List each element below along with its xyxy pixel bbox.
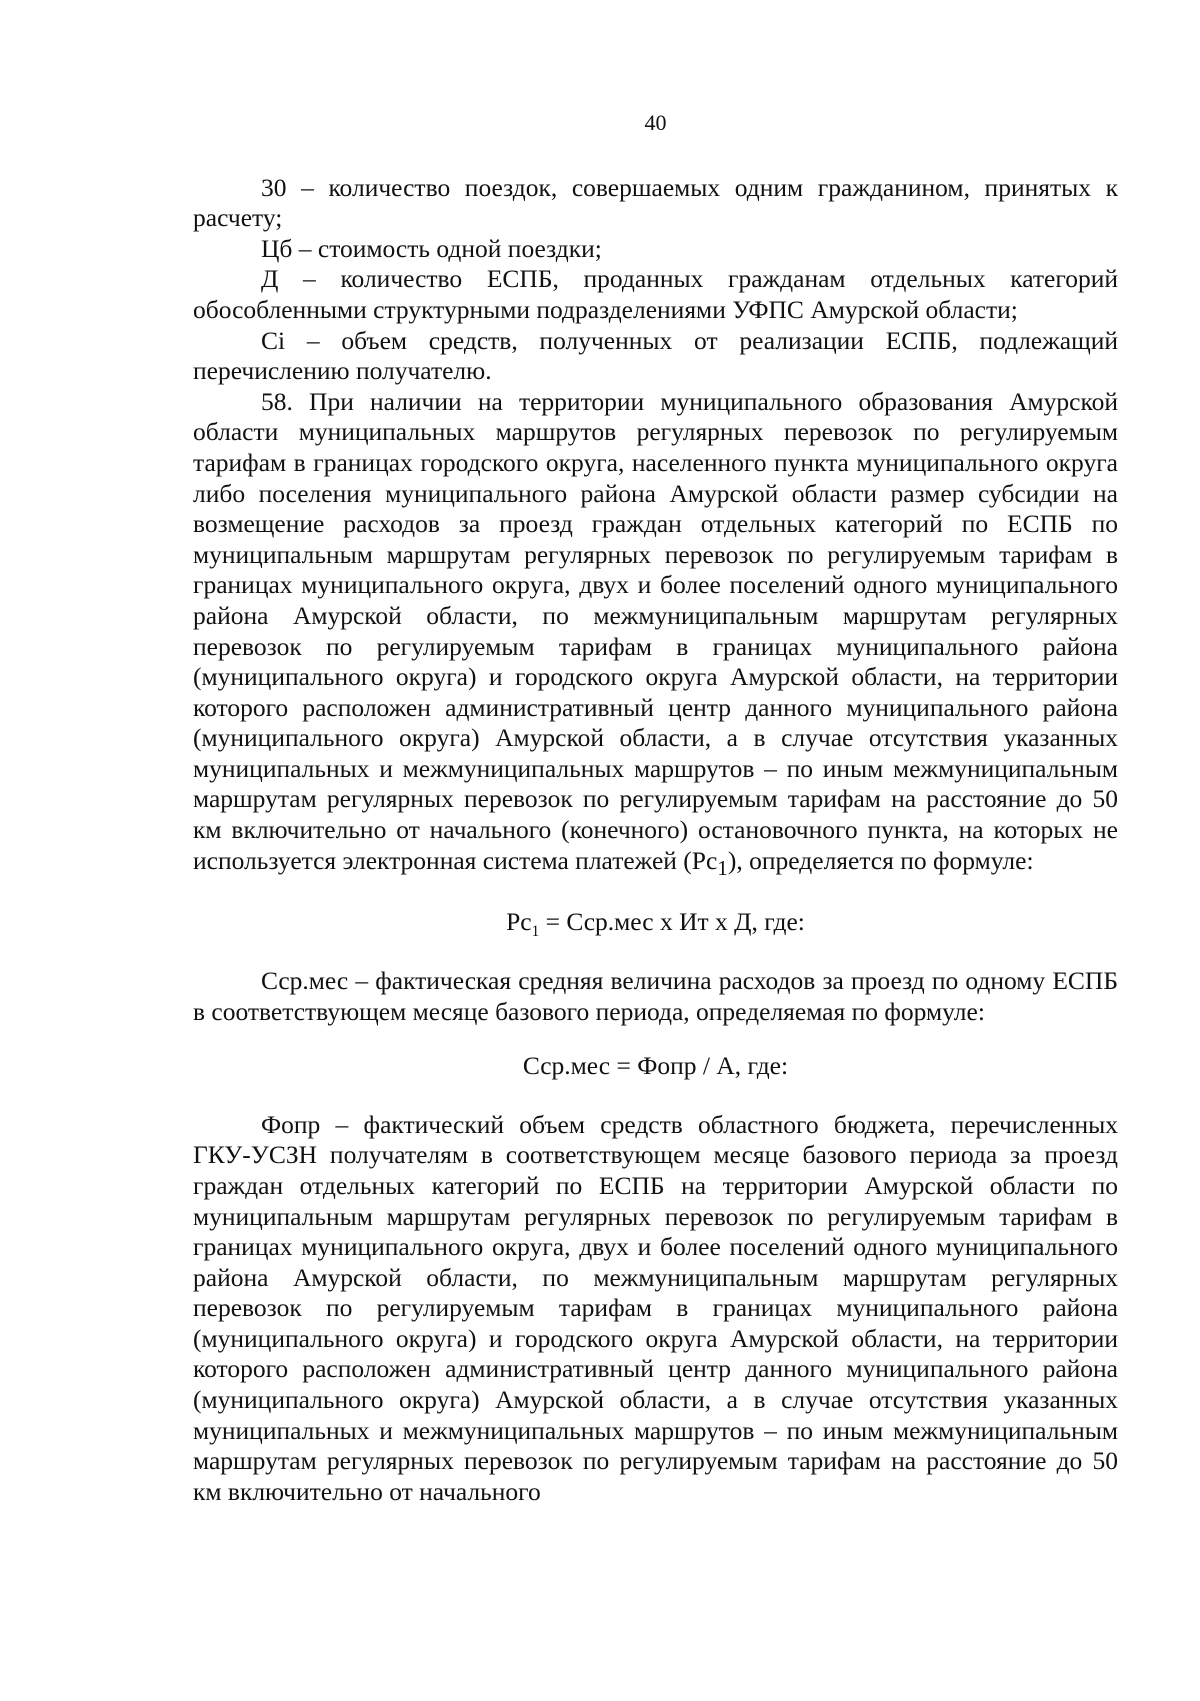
paragraph-fopr: Фопр – фактический объем средств областного бюджета, перечисленных ГКУ-УСЗН получателям в соответствующем месяце базового периода за проезд граждан отдельных категорий по ЕСПБ на территории Амурской области по муниципальным маршрутам регулярных перевозок по регулируемым тарифам в границах муниципального округа, двух и более поселений одного муниципального района Амурской области, по межмуниципальным маршрутам регулярных перевозок по регулируемым тарифам в границах муниципального района (муниципального округа) и городского округа Амурской области, на территории которого расположен административный центр данного муниципального района (муниципального округа) Амурской области, а в случае отсутствия указанных муниципальных и межмуниципальных маршрутов – по иным межмуниципальным маршрутам регулярных перевозок по регулируемым тарифам на расстояние до 50 км включительно от начального: [193, 1109, 1118, 1506]
formula-rc1-lhs: Рс: [506, 907, 532, 937]
formula-rc1-subscript: 1: [531, 923, 540, 941]
paragraph-58-tail: ), определяется по формуле:: [727, 845, 1034, 875]
paragraph-avg-cost: Сср.мес – фактическая средняя величина расходов за проезд по одному ЕСПБ в соответствующем месяце базового периода, определяемая по формуле:: [193, 965, 1118, 1026]
formula-rc1-rhs: = Сср.мес х Ит х Д, где:: [539, 907, 805, 937]
paragraph-58: [193, 387, 1118, 884]
paragraph-58-subscript: 1: [717, 855, 728, 880]
formula-avg-cost: Сср.мес = Фопр / А, где:: [522, 1051, 789, 1081]
paragraph-trips-count: 30 – количество поездок, совершаемых одним гражданином, принятых к расчету;: [193, 172, 1118, 233]
paragraph-trip-cost: Цб – стоимость одной поездки;: [261, 233, 602, 263]
formula-rc1: [193, 907, 1118, 941]
paragraph-58-text: 58. При наличии на территории муниципального образования Амурской области муниципальных маршрутов регулярных перевозок по регулируемым тарифам в границах городского округа, населенного пункта муниципального округа либо поселения муниципального района Амурской области размер субсидии на возмещение расходов за проезд граждан отдельных категорий по ЕСПБ по муниципальным маршрутам регулярных перевозок по регулируемым тарифам в границах муниципального округа, двух и более поселений одного муниципального района Амурской области, по межмуниципальным маршрутам регулярных перевозок по регулируемым тарифам в границах муниципального района (муниципального округа) и городского округа Амурской области, на территории которого расположен административный центр данного муниципального района (муниципального округа) Амурской области, а в случае отсутствия указанных муниципальных и межмуниципальных маршрутов – по иным межмуниципальным маршрутам регулярных перевозок по регулируемым тарифам на расстояние до 50 км включительно от начального (конечного) остановочного пункта, на которых не используется электронная система платежей (Рс: [193, 386, 1118, 875]
page-number: 40: [644, 110, 667, 135]
paragraph-funds-volume: Сi – объем средств, полученных от реализации ЕСПБ, подлежащий перечислению получателю.: [193, 325, 1118, 386]
paragraph-espb-sold: Д – количество ЕСПБ, проданных гражданам отдельных категорий обособленными структурными подразделениями УФПС Амурской области;: [193, 264, 1118, 324]
